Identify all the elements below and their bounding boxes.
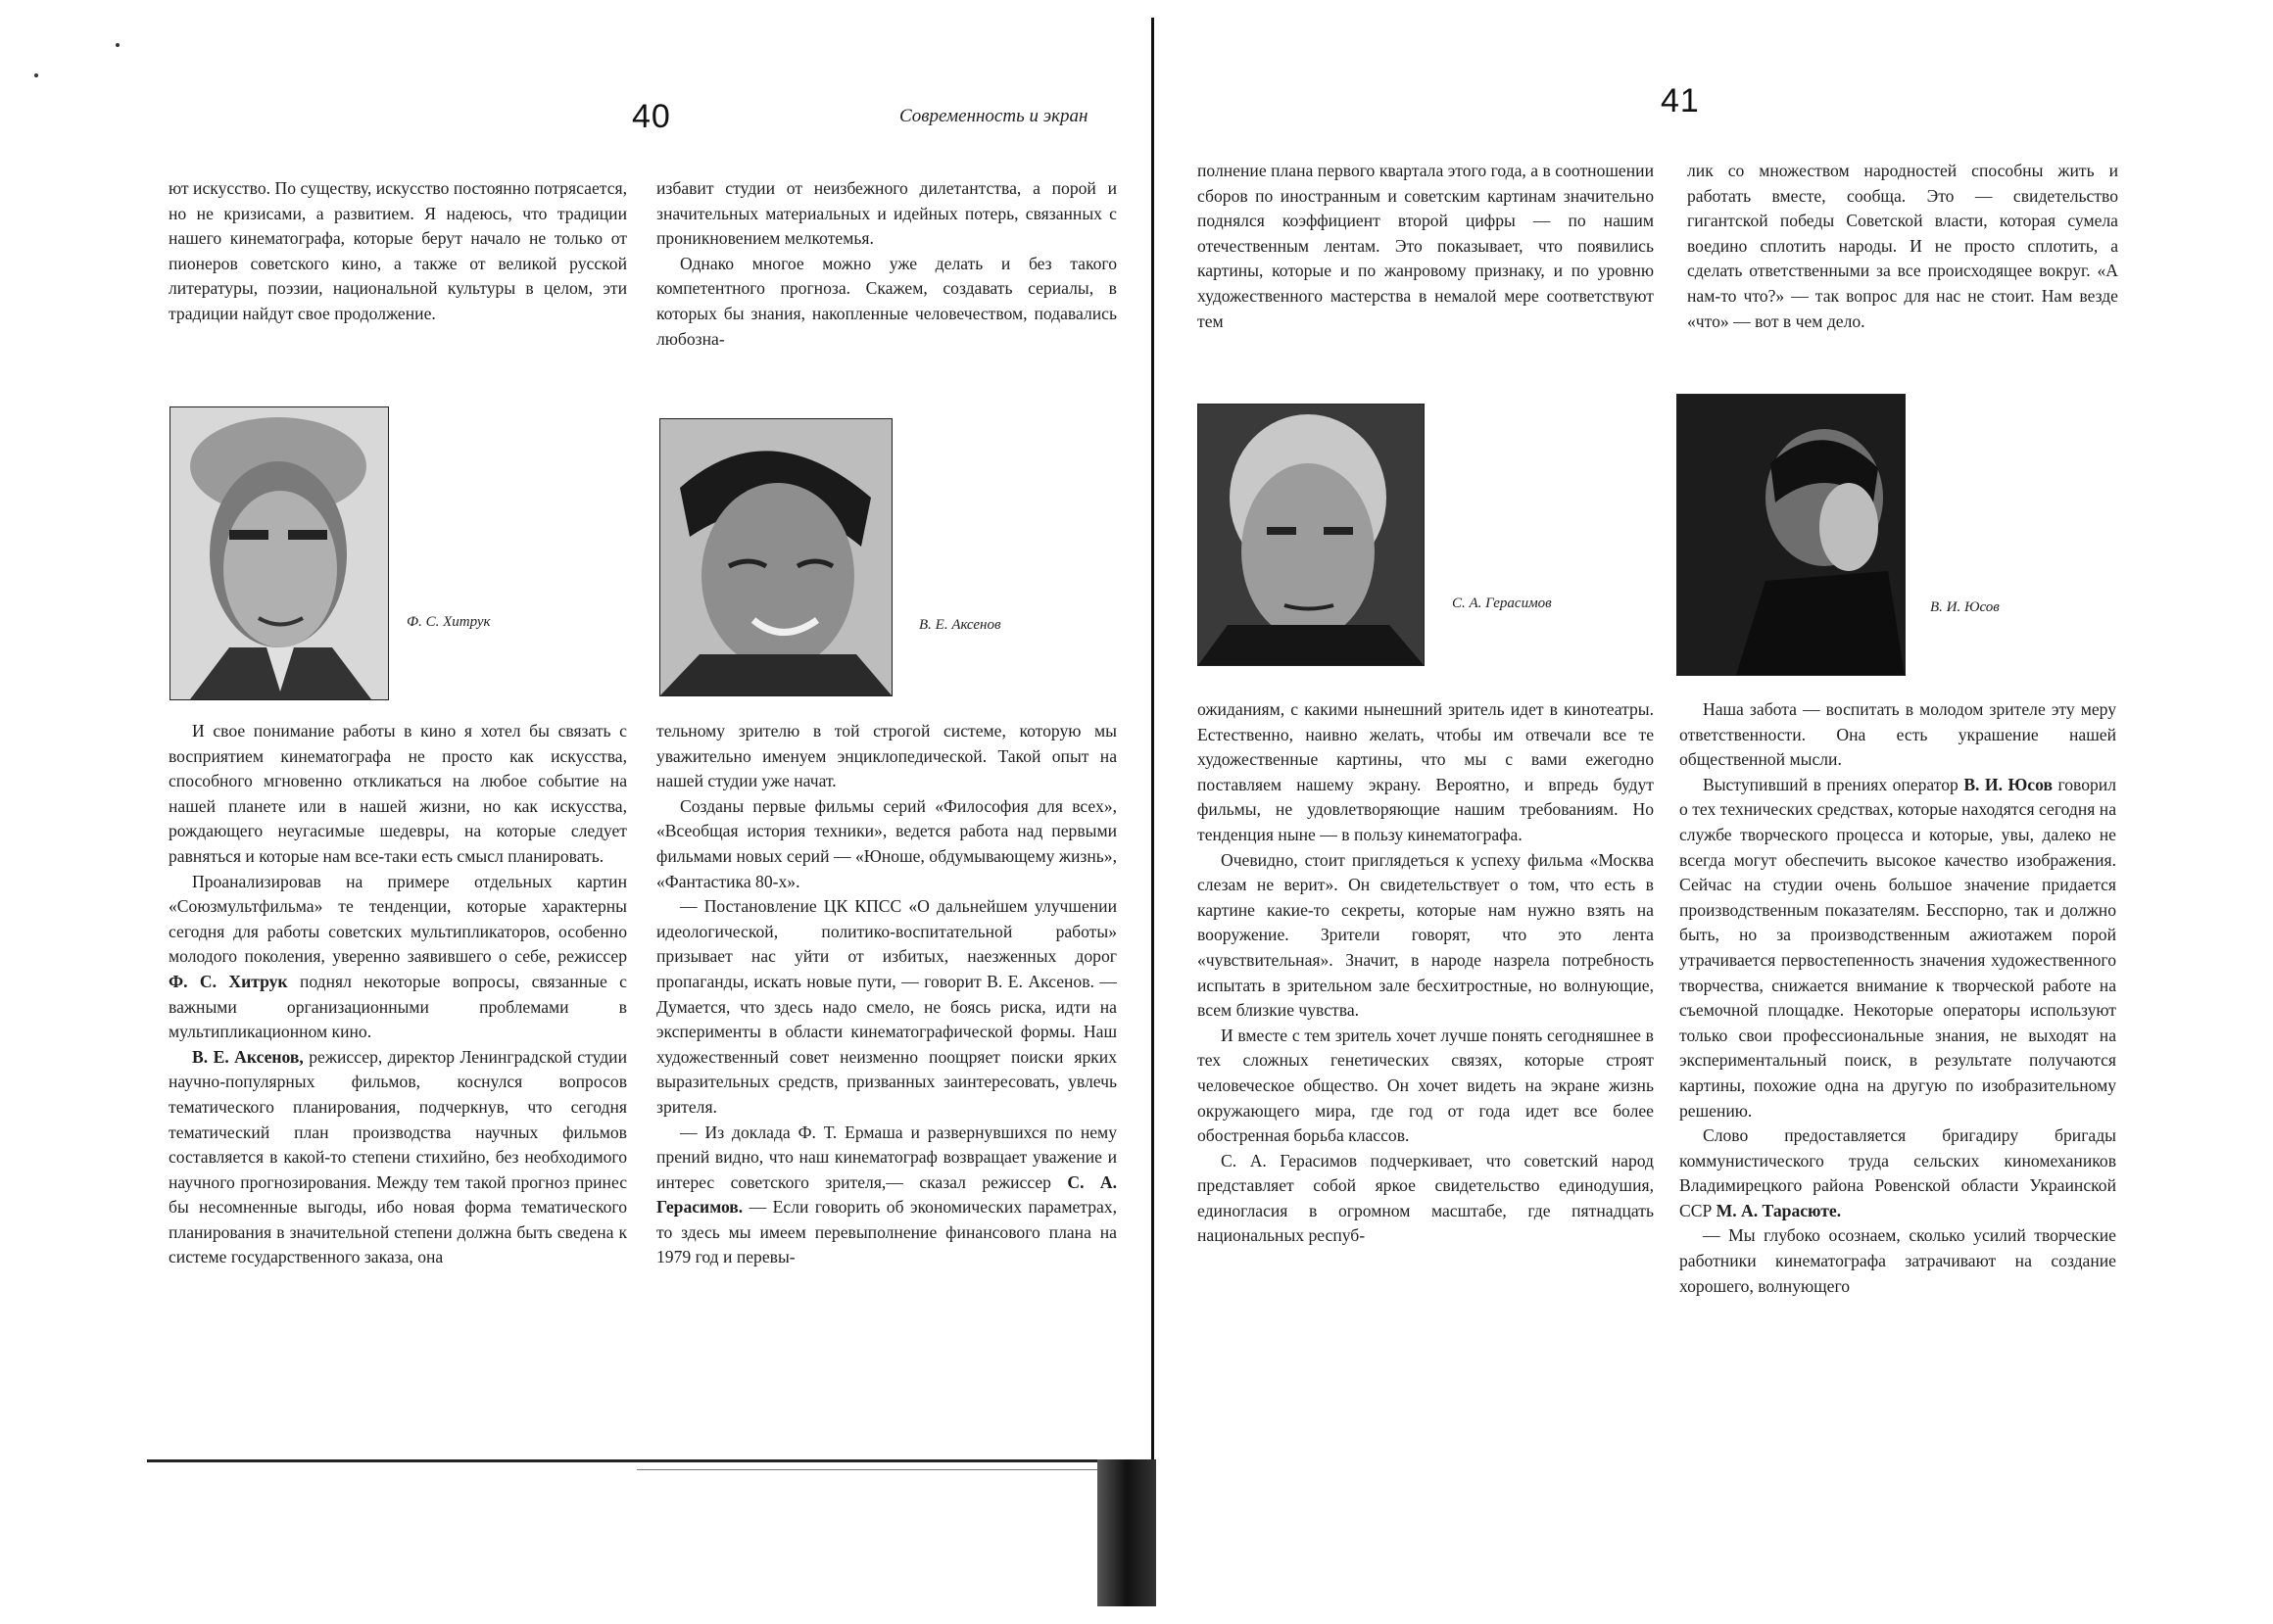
name-gerasimov: С. А. Герасимов. (656, 1171, 1118, 1218)
portrait-photo-gerasimov (1197, 404, 1425, 666)
paragraph: Однако многое можно уже делать и без такого компетентного прогноза. Скажем, создавать сериалы, в которых бы знания, накопленные человечеством, подавались любозна- (656, 253, 1117, 349)
photo-caption-gerasimov: С. А. Герасимов (1452, 596, 1552, 611)
paragraph: — Мы глубоко осознаем, сколько усилий творческие работники кинематографа затрачивают на создание хорошего, волнующего (1679, 1225, 2116, 1296)
right-col2-top (1687, 159, 2118, 334)
paragraph: ют искусство. По существу, искусство постоянно потрясается, но не кризисами, а развитием. Я надеюсь, что традиции нашего кинематографа, которые берут начало не только от пионеров советского кино, а также от великой русской литературы, поэзии, национальной культуры в целом, эти традиции найдут свое продолжение. (169, 178, 627, 323)
page-number-right: 41 (1661, 82, 1700, 119)
left-col2-bottom (656, 719, 1117, 1270)
paragraph: В. Е. Аксенов, режиссер, директор Ленинградской студии научно-популярных фильмов, коснулся вопросов тематического планирования, подчеркнув, что сегодня тематический план производства научных фильмов составляется в какой-то степени стихийно, без необходимого научного прогнозирования. Между тем такой прогноз принес бы несомненные выгоды, ибо новая форма тематического планирования в значительной степени должна быть сведена к системе государственного заказа, она (169, 1046, 627, 1267)
paragraph: Наша забота — воспитать в молодом зрителе эту меру ответственности. Она есть украшение нашей общественной мысли. (1679, 699, 2116, 770)
paragraph: — Из доклада Ф. Т. Ермаша и развернувшихся по нему прений видно, что наш кинематограф возвращает уважение и интерес советского зрителя,— сказал режиссер С. А. Герасимов. — Если говорить об экономических параметрах, то здесь мы имеем перевыполнение финансового плана на 1979 год и перевы- (656, 1122, 1118, 1267)
photo-caption-aksenov: В. Е. Аксенов (919, 617, 1001, 633)
left-col2-top (656, 176, 1117, 352)
paragraph: ожиданиям, с какими нынешний зритель идет в кинотеатры. Естественно, наивно желать, чтобы им отвечали все те художественные картины, что мы с вами ежегодно поставляем нашему экрану. Вероятно, и впредь будут фильмы, не удовлетворяющие нашим требованиям. Но тенденция ныне — в пользу кинематографа. (1197, 699, 1654, 844)
page-spine (1151, 18, 1154, 1604)
paragraph: Слово предоставляется бригадиру бригады коммунистического труда сельских киномехаников Владимирецкого района Ровенской области Украинской ССР М. А. Тарасюте. (1679, 1125, 2116, 1220)
paragraph: Очевидно, стоит приглядеться к успеху фильма «Москва слезам не верит». Он свидетельствует о том, что есть в картине какие-то секреты, которые нам нужно взять на вооружение. Зрители говорят, что это лента «чувствительная». Значит, в народе назрела потребность испытать в зрительном зале бесхитростные, но волнующие, всем близкие чувства. (1197, 849, 1654, 1021)
running-title: Современность и экран (899, 106, 1088, 126)
scan-speck (116, 43, 120, 47)
left-col1-top (169, 176, 627, 327)
left-col1-bottom (169, 719, 627, 1270)
photo-caption-khitruk: Ф. С. Хитрук (407, 614, 491, 630)
name-yusov: В. И. Юсов (1963, 774, 2053, 794)
paragraph: избавит студии от неизбежного дилетантства, а порой и значительных материальных и идейных потерь, связанных с проникновением мелкотемья. (656, 178, 1117, 249)
bottom-rule-thin (637, 1469, 1107, 1470)
right-col2-bottom (1679, 697, 2116, 1299)
right-col1-top (1197, 159, 1654, 334)
left-page (0, 0, 1136, 1624)
name-tarasyute: М. А. Тарасюте. (1716, 1200, 1842, 1220)
paragraph: И вместе с тем зритель хочет лучше понять сегодняшнее в тех сложных генетических связях, которые строят человеческое общество. Он хочет видеть на экране жизнь окружающего мира, где год от года идет все более обостренная борьба классов. (1197, 1025, 1654, 1146)
photo-caption-yusov: В. И. Юсов (1930, 599, 2000, 615)
portrait-photo-khitruk (169, 406, 389, 700)
paragraph: полнение плана первого квартала этого года, а в соотношении сборов по иностранным и советским картинам значительно поднялся коэффициент второй цифры — по нашим отечественным лентам. Это показывает, что появились картины, которые и по жанровому признаку, и по уровню художественного мастерства в немалой мере соответствуют тем (1197, 161, 1654, 331)
paragraph: Проанализировав на примере отдельных картин «Союзмультфильма» те тенденции, которые характерны сегодня для работы советских мультипликаторов, особенно молодого поколения, уверенно заявившего о себе, режиссер Ф. С. Хитрук поднял некоторые вопросы, связанные с важными организационными проблемами в мультипликационном кино. (169, 871, 627, 1042)
name-aksenov: В. Е. Аксенов, (192, 1046, 304, 1067)
paragraph: Выступивший в прениях оператор В. И. Юсов говорил о тех технических средствах, которые находятся сегодня на службе творческого процесса и которые, увы, далеко не всегда могут обеспечить высокое качество изображения. Сейчас на студии очень большое значение придается производственным показателям. Бесспорно, так и должно быть, но за производственным ажиотажем порой утрачивается первостепенность значения художественного творчества, снижается внимание к творческой работе на съемочной площадке. Некоторые операторы используют только свои профессиональные знания, не выходят на экспериментальный поиск, в результате получаются картины, похожие одна на другую по изобразительному решению. (1679, 774, 2116, 1121)
portrait-photo-aksenov (659, 418, 893, 696)
spine-shadow (1097, 1459, 1156, 1606)
page-number-left: 40 (632, 98, 671, 135)
paragraph: И свое понимание работы в кино я хотел бы связать с восприятием кинематографа не просто как искусства, способного мгновенно откликаться на любое событие на нашей планете или в нашей жизни, но как искусства, рождающего неугасимые шедевры, на которые следует равняться и которые нам все-таки есть смысл планировать. (169, 721, 627, 866)
right-col1-bottom (1197, 697, 1654, 1249)
scan-speck (34, 73, 38, 77)
right-page (1156, 0, 2273, 1624)
paragraph: Созданы первые фильмы серий «Философия для всех», «Всеобщая история техники», ведется работа над первыми фильмами новых серий — «Юноше, обдумывающему жизнь», «Фантастика 80-х». (656, 795, 1117, 891)
bottom-rule (147, 1459, 1136, 1462)
paragraph: тельному зрителю в той строгой системе, которую мы уважительно именуем энциклопедической. Такой опыт на нашей студии уже начат. (656, 721, 1117, 791)
paragraph: С. А. Герасимов подчеркивает, что советский народ представляет собой яркое свидетельство единодушия, единогласия в огромном масштабе, где пятнадцать национальных респуб- (1197, 1150, 1654, 1246)
paragraph: — Постановление ЦК КПСС «О дальнейшем улучшении идеологической, политико-воспитательной работы» призывает нас уйти от избитых, наезженных дорог пропаганды, искать новые пути, — говорит В. Е. Аксенов. — Думается, что здесь надо смело, не боясь риска, идти на эксперименты в области кинематографической формы. Наш художественный совет неизменно поощряет поиски ярких выразительных средств, призванных заинтересовать, увлечь зрителя. (656, 896, 1117, 1117)
name-khitruk: Ф. С. Хитрук (169, 971, 288, 991)
paragraph: лик со множеством народностей способны жить и работать вместе, сообща. Это — свидетельство гигантской победы Советской власти, которая сумела воедино сплотить народы. И не просто сплотить, а сделать ответственными за все происходящее вокруг. «А нам-то что?» — так вопрос для нас не стоит. Нам везде «что» — вот в чем дело. (1687, 161, 2118, 331)
portrait-photo-yusov (1676, 394, 1906, 676)
